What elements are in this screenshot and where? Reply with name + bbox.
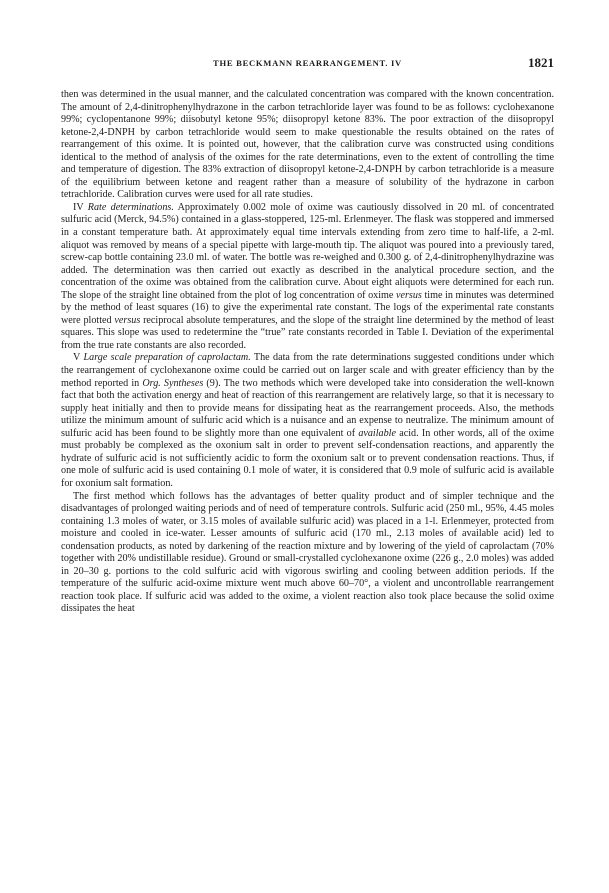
paragraph-text: The first method which follows has the advantages of better quality product and of simpler technique and the disadvantages of prolonged waiting periods and of need of temperature controls. Sulfuric acid (250 ml., 95%, 4.45 moles containing 1.3 moles of water, or 3.15 moles of available sulfuric acid) was placed in a 1-l. Erlenmeyer, protected from moisture and cooled in ice-water. Lesser amounts of sulfuric acid (170 ml., 2.13 moles of available acid) led to condensation products, as noted by darkening of the reaction mixture and by lowering of the yield of caprolactam (70% together with 20% undistillable residue). Ground or small-crystalled cyclohexanone oxime (226 g., 2.0 moles) was added in 20–30 g. portions to the cold sulfuric acid with vigorous swirling and cooling between addition periods. If the temperature of the sulfuric acid-oxime mixture went much above 60–70°, a violent and uncontrollable rearrangement reaction took place. If sulfuric acid was added to the oxime, a violent reaction also took place because the solid oxime dissipates the heat [61,490,554,615]
italic-term: versus [114,314,141,326]
italic-term: available [358,427,396,439]
section-numeral: IV [73,201,84,213]
paragraph-text: then was determined in the usual manner, and the calculated concentration was compared with the known concentration. The amount of 2,4-dinitrophenylhydrazone in the carbon tetrachloride layer was found to be as follows: cyclohexanone 99%; cyclopentanone 99%; diisobutyl ketone 95%; diisopropyl ketone 83%. The poor extraction of the diisopropyl ketone-2,4-DNPH by carbon tetrachloride would seem to make questionable the results obtained on the rates of rearrangement of this oxime. It is pointed out, however, that the calibration curve was constructed using conditions identical to the method of analysis of the oximes for the rate determinations, even to the extent of controlling the time and temperature of digestion. The 83% extraction of diisopropyl ketone-2,4-DNPH by carbon tetrachloride is a measure of the equilibrium between ketone and reagent rather than a measure of solubility of the hydrazone in carbon tetrachloride. Calibration curves were used for all rate studies. [61,89,554,201]
paragraph-text: time in minutes was determined by the method of least squares (16) to give the experimental rate constant. The logs of the experimental rate constants were plotted [61,289,554,326]
paragraph-text: acid. In other words, all of the oxime must probably be complexed as the oxonium salt in order to prevent self-condensation reactions, and apparently the hydrate of sulfuric acid is not sufficiently acidic to form the oxonium salt or to prevent condensation reactions. Thus, if one mole of sulfuric acid is used containing 0.1 mole of water, it is considered that 0.9 mole of sulfuric acid is available for oxonium salt formation. [61,427,554,489]
section-numeral: V [73,352,81,364]
article-body [61,89,554,616]
paragraph-first-method [61,491,554,616]
running-title: THE BECKMANN REARRANGEMENT. IV [213,58,402,68]
paragraph-text: Approximately 0.002 mole of oxime was cautiously dissolved in 20 ml. of concentrated sulfuric acid (Merck, 94.5%) contained in a glass-stoppered, 125-ml. Erlenmeyer. The flask was stoppered and immersed in a constant temperature bath. At approximately equal time intervals extending from zero time to half-life, a 2-ml. aliquot was removed by means of a special pipette with large-mouth tip. The aliquot was poured into a previously tared, screw-cap bottle containing 23.0 ml. of water. The bottle was re-weighed and 0.300 g. of 2,4-dinitrophenylhydrazine was added. The determination was then carried out exactly as described in the analytical procedure section, and the concentration of the oxime was obtained from the calibration curve. About eight aliquots were determined for each run. The slope of the straight line obtained from the plot of log concentration of oxime [61,201,554,301]
paragraph-calibration-results [61,89,554,202]
journal-reference: Org. Syntheses [142,377,204,389]
italic-term: versus [396,289,422,301]
page-header [61,55,554,74]
paragraph-text: reciprocal absolute temperatures, and the slope of the straight line determined by the method of least squares. This slope was used to redetermine the “true” rate constants recorded in Table I. Deviation of the experimental from the true rate constants are also recorded. [61,314,555,351]
paragraph-text: (9). The two methods which were developed take into consideration the well-known fact that both the activation energy and heat of reaction of this rearrangement are relatively large, so that it is necessary to supply heat initially and then to provide means for dissipating heat as the rearrangement proceeds. Also, the methods utilize the minimum amount of sulfuric acid which is a nuisance and an expense to neutralize. The minimum amount of sulfuric acid has been found to be slightly more than one equivalent of [61,377,555,439]
section-heading: Rate determinations. [87,201,174,213]
section-heading: Large scale preparation of caprolactam. [83,352,251,364]
page-number: 1821 [528,55,554,70]
paragraph-text: The data from the rate determinations suggested conditions under which the rearrangement of cyclohexanone oxime could be carried out on larger scale and with greater efficiency than by the method reported in [61,352,555,389]
section-large-scale-preparation [61,352,554,490]
section-rate-determinations [61,202,554,353]
